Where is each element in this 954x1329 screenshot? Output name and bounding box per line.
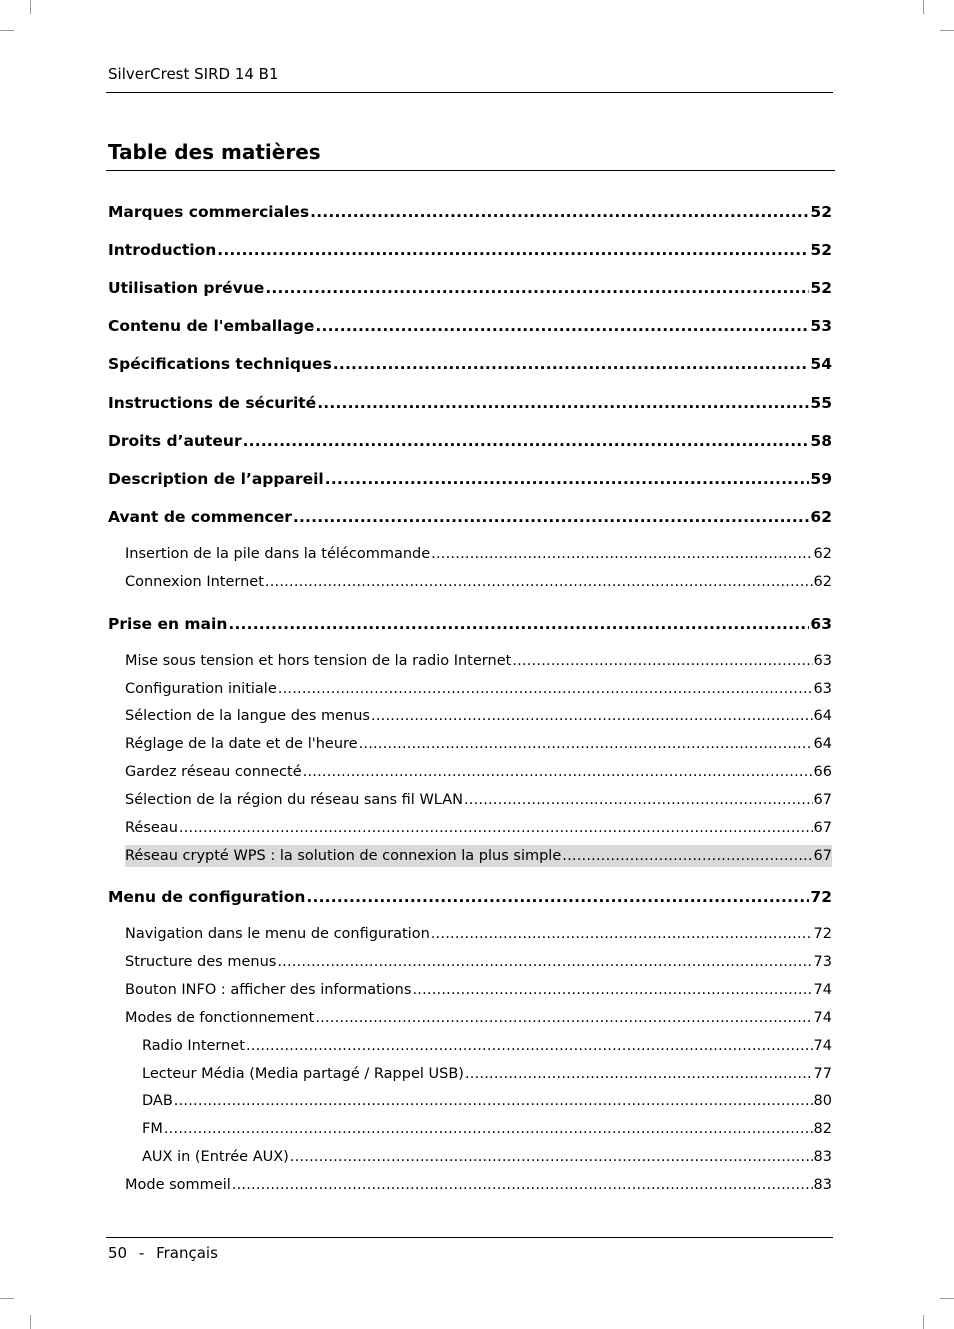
toc-entry-page: 64 xyxy=(813,708,832,724)
toc-entry-page: 62 xyxy=(810,508,832,526)
crop-mark xyxy=(923,0,924,14)
toc-entry-page: 80 xyxy=(813,1093,832,1109)
toc-entry-page: 53 xyxy=(810,317,832,335)
toc-entry-page: 63 xyxy=(813,681,832,697)
toc-entry-label: Mise sous tension et hors tension de la radio Internet xyxy=(125,653,512,669)
toc-entry-label: Introduction xyxy=(108,241,217,259)
crop-mark xyxy=(940,30,954,31)
dot-leader xyxy=(217,239,809,261)
toc-entry-label: Menu de configuration xyxy=(108,888,306,906)
toc-entry-label: AUX in (Entrée AUX) xyxy=(142,1149,289,1165)
toc-entry-label: Gardez réseau connecté xyxy=(125,764,302,780)
toc-entry-page: 63 xyxy=(810,615,832,633)
toc-entry-label: Avant de commencer xyxy=(108,508,292,526)
toc-entry-label: Prise en main xyxy=(108,615,228,633)
toc-entry-page: 55 xyxy=(810,394,832,412)
dot-leader xyxy=(306,886,809,908)
toc-entry-label: Modes de fonctionnement xyxy=(125,1010,315,1026)
toc-entry-section[interactable] xyxy=(125,761,832,783)
dot-leader xyxy=(232,1174,813,1196)
dot-leader xyxy=(246,1035,813,1057)
toc-entry-label: Configuration initiale xyxy=(125,681,277,697)
toc-entry-label: Contenu de l'emballage xyxy=(108,317,315,335)
dot-leader xyxy=(315,1007,812,1029)
dot-leader xyxy=(431,923,813,945)
toc-entry-page: 62 xyxy=(813,546,832,562)
toc-entry-subsection[interactable] xyxy=(142,1146,832,1168)
toc-entry-chapter[interactable] xyxy=(108,277,832,299)
toc-entry-label: Bouton INFO : afficher des informations xyxy=(125,982,412,998)
dot-leader xyxy=(278,678,813,700)
toc-entry-chapter[interactable] xyxy=(108,468,832,490)
toc-entry-chapter[interactable] xyxy=(108,392,832,414)
dot-leader xyxy=(164,1118,813,1140)
dot-leader xyxy=(431,543,812,565)
toc-entry-page: 77 xyxy=(813,1066,832,1082)
toc-entry-label: Sélection de la région du réseau sans fil WLAN xyxy=(125,792,463,808)
toc-entry-chapter[interactable] xyxy=(108,315,832,337)
toc-entry-label: Description de l’appareil xyxy=(108,470,324,488)
dot-leader xyxy=(325,468,810,490)
toc-entry-chapter[interactable] xyxy=(108,506,832,528)
toc-entry-page: 83 xyxy=(813,1149,832,1165)
toc-entry-label: Spécifications techniques xyxy=(108,355,332,373)
dot-leader xyxy=(562,845,812,867)
dot-leader xyxy=(512,650,812,672)
toc-entry-chapter[interactable] xyxy=(108,886,832,908)
toc-entry-subsection[interactable] xyxy=(142,1035,832,1057)
toc-entry-section[interactable] xyxy=(125,817,832,839)
toc-entry-section[interactable] xyxy=(125,923,832,945)
toc-entry-subsection[interactable] xyxy=(142,1063,832,1085)
toc-entry-page: 66 xyxy=(813,764,832,780)
toc-entry-label: Insertion de la pile dans la télécommande xyxy=(125,546,431,562)
running-header: SilverCrest SIRD 14 B1 xyxy=(108,65,279,83)
crop-mark xyxy=(0,30,14,31)
toc-entry-page: 52 xyxy=(810,241,832,259)
toc-entry-label: Lecteur Média (Media partagé / Rappel USB) xyxy=(142,1066,464,1082)
toc-entry-page: 52 xyxy=(810,203,832,221)
toc-entry-page: 64 xyxy=(813,736,832,752)
toc-entry-chapter[interactable] xyxy=(108,430,832,452)
dot-leader xyxy=(310,201,809,223)
toc-entry-chapter[interactable] xyxy=(108,239,832,261)
toc-entry-page: 67 xyxy=(813,848,832,864)
toc-entry-chapter[interactable] xyxy=(108,201,832,223)
toc-entry-section[interactable] xyxy=(125,845,832,867)
toc-entry-subsection[interactable] xyxy=(142,1090,832,1112)
toc-entry-page: 67 xyxy=(813,792,832,808)
dot-leader xyxy=(317,392,809,414)
toc-entry-page: 62 xyxy=(813,574,832,590)
toc-entry-label: DAB xyxy=(142,1093,173,1109)
toc-entry-label: Réglage de la date et de l'heure xyxy=(125,736,358,752)
dot-leader xyxy=(303,761,813,783)
dot-leader xyxy=(359,733,813,755)
title-rule xyxy=(106,170,835,171)
toc-entry-label: Mode sommeil xyxy=(125,1177,231,1193)
toc-entry-page: 52 xyxy=(810,279,832,297)
toc-entry-label: Utilisation prévue xyxy=(108,279,265,297)
toc-entry-section[interactable] xyxy=(125,979,832,1001)
toc-entry-page: 83 xyxy=(813,1177,832,1193)
footer-language: Français xyxy=(156,1244,218,1262)
toc-entry-label: Connexion Internet xyxy=(125,574,264,590)
page-title: Table des matières xyxy=(108,140,321,164)
toc-entry-section[interactable] xyxy=(125,1174,832,1196)
toc-entry-page: 74 xyxy=(813,1010,832,1026)
dot-leader xyxy=(265,571,813,593)
crop-mark xyxy=(923,1315,924,1329)
toc-entry-page: 54 xyxy=(810,355,832,373)
toc-entry-page: 58 xyxy=(810,432,832,450)
toc-entry-section[interactable] xyxy=(125,951,832,973)
dot-leader xyxy=(333,353,810,375)
toc-entry-label: Structure des menus xyxy=(125,954,277,970)
footer-rule xyxy=(106,1237,833,1238)
toc-entry-page: 74 xyxy=(813,982,832,998)
dot-leader xyxy=(243,430,810,452)
dot-leader xyxy=(179,817,813,839)
toc-entry-section[interactable] xyxy=(125,650,832,672)
toc-entry-label: Marques commerciales xyxy=(108,203,310,221)
toc-entry-section[interactable] xyxy=(125,789,832,811)
toc-entry-chapter[interactable] xyxy=(108,353,832,375)
dot-leader xyxy=(277,951,812,973)
crop-mark xyxy=(30,1315,31,1329)
toc-entry-section[interactable] xyxy=(125,543,832,565)
crop-mark xyxy=(30,0,31,14)
dot-leader xyxy=(371,705,813,727)
running-footer xyxy=(108,1243,218,1263)
toc-entry-label: Radio Internet xyxy=(142,1038,245,1054)
dot-leader xyxy=(265,277,809,299)
toc-entry-page: 82 xyxy=(813,1121,832,1137)
crop-mark xyxy=(940,1298,954,1299)
dot-leader xyxy=(412,979,812,1001)
toc-entry-page: 63 xyxy=(813,653,832,669)
toc-entry-label: Navigation dans le menu de configuration xyxy=(125,926,430,942)
page-number: 50 xyxy=(108,1244,128,1262)
toc-entry-chapter[interactable] xyxy=(108,613,832,635)
toc-entry-label: Réseau crypté WPS : la solution de connexion la plus simple xyxy=(125,848,562,864)
toc-entry-label: Sélection de la langue des menus xyxy=(125,708,370,724)
toc-entry-page: 74 xyxy=(813,1038,832,1054)
dot-leader xyxy=(464,789,813,811)
toc-entry-page: 67 xyxy=(813,820,832,836)
toc-entry-page: 72 xyxy=(810,888,832,906)
toc-entry-label: Réseau xyxy=(125,820,178,836)
toc-entry-section[interactable] xyxy=(125,678,832,700)
footer-separator: - xyxy=(138,1244,145,1262)
dot-leader xyxy=(315,315,809,337)
toc-entry-page: 72 xyxy=(813,926,832,942)
toc-entry-label: FM xyxy=(142,1121,163,1137)
toc-entry-subsection[interactable] xyxy=(142,1118,832,1140)
toc-entry-label: Instructions de sécurité xyxy=(108,394,317,412)
dot-leader xyxy=(465,1063,813,1085)
toc-entry-page: 59 xyxy=(810,470,832,488)
dot-leader xyxy=(174,1090,813,1112)
toc-entry-section[interactable] xyxy=(125,705,832,727)
crop-mark xyxy=(0,1298,14,1299)
toc-entry-section[interactable] xyxy=(125,733,832,755)
toc-entry-section[interactable] xyxy=(125,1007,832,1029)
dot-leader xyxy=(290,1146,813,1168)
dot-leader xyxy=(228,613,809,635)
dot-leader xyxy=(293,506,810,528)
header-rule xyxy=(106,92,833,93)
toc-entry-page: 73 xyxy=(813,954,832,970)
toc-entry-section[interactable] xyxy=(125,571,832,593)
toc-entry-label: Droits d’auteur xyxy=(108,432,242,450)
